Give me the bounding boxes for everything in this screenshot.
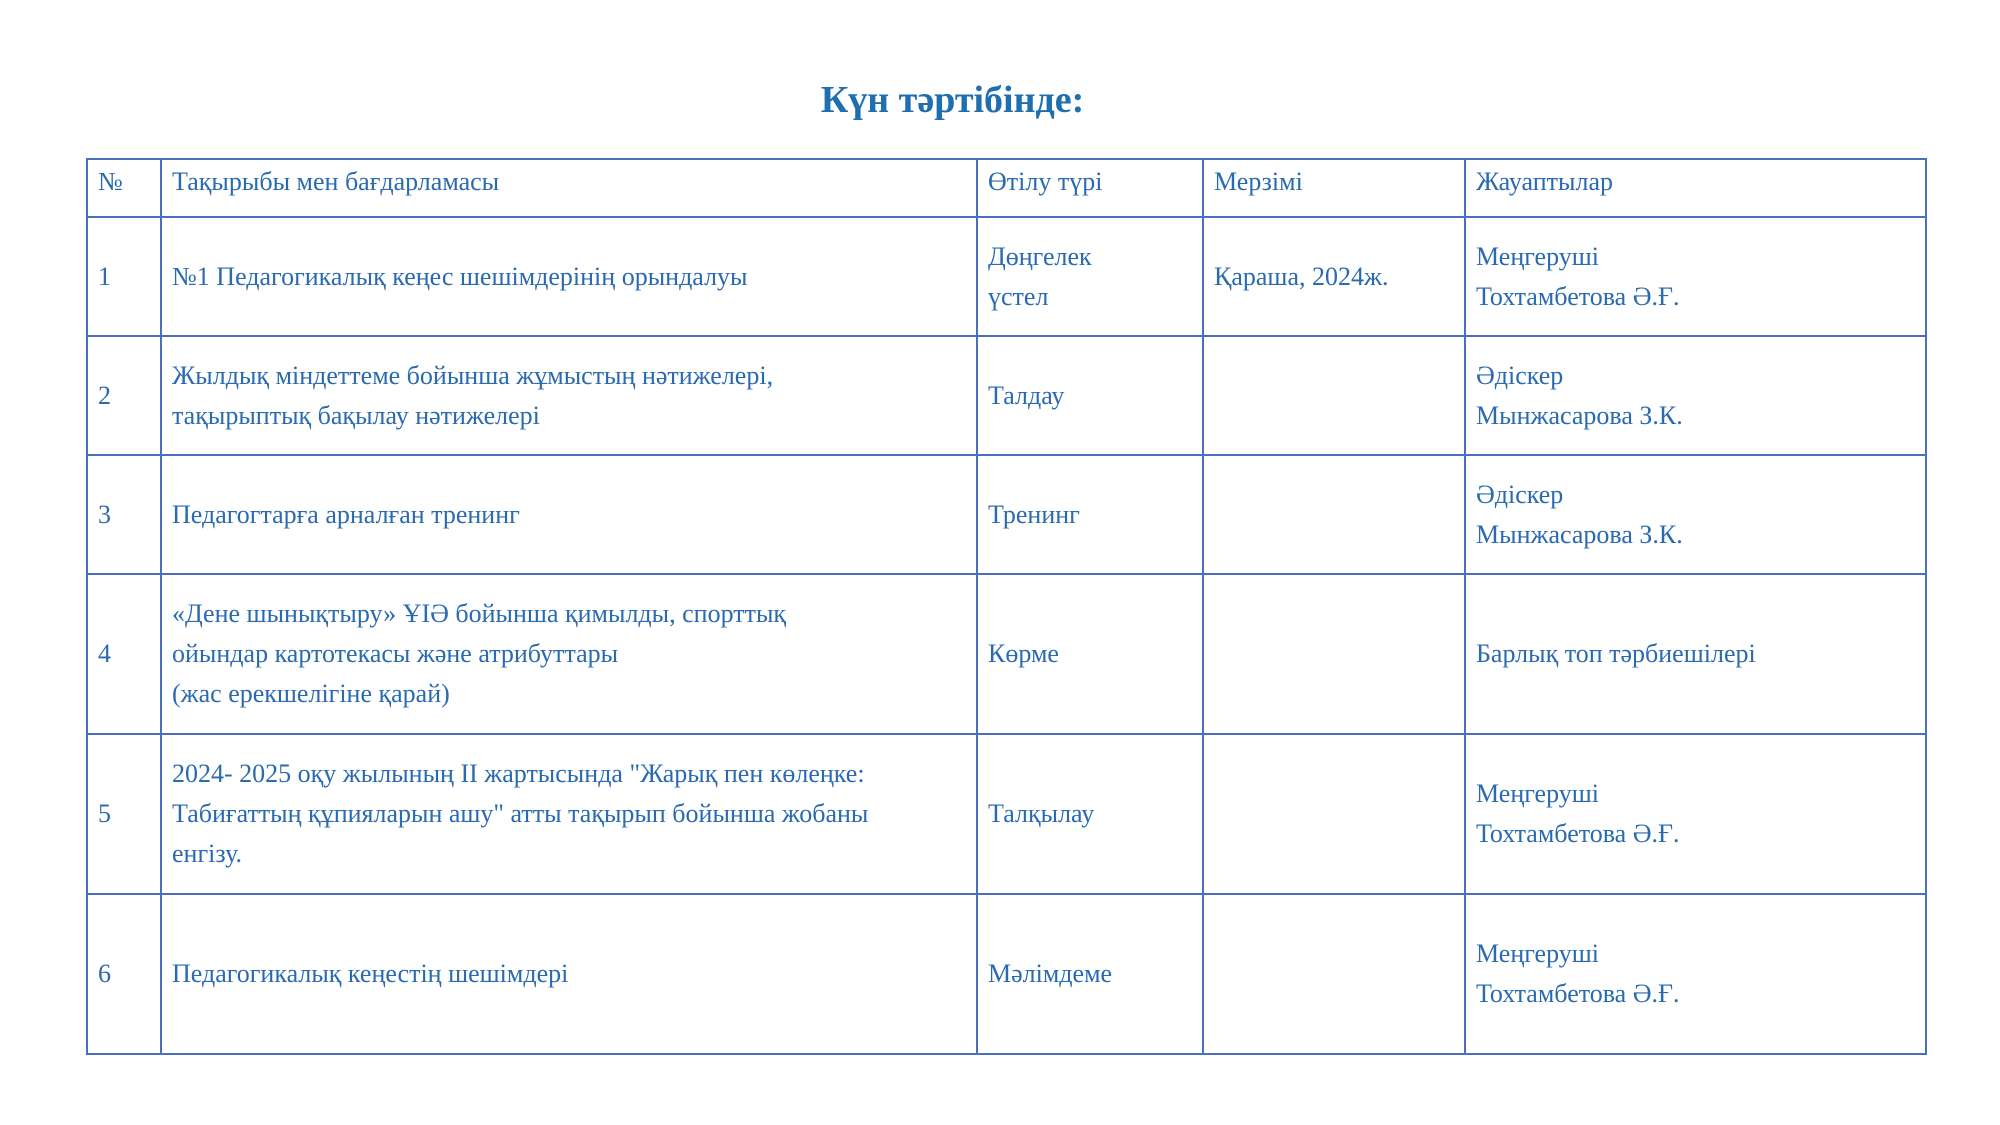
row-form: Мәлімдеме xyxy=(977,894,1203,1054)
row-num: 4 xyxy=(87,574,161,734)
row-num: 3 xyxy=(87,455,161,574)
row-topic: Педагогикалық кеңестің шешімдері xyxy=(161,894,977,1054)
row-form: Дөңгелек үстел xyxy=(977,217,1203,336)
row-num: 1 xyxy=(87,217,161,336)
row-form: Тренинг xyxy=(977,455,1203,574)
row-responsible: Барлық топ тәрбиешілері xyxy=(1465,574,1926,734)
table-row xyxy=(87,217,1926,336)
row-responsible: Әдіскер Мынжасарова З.К. xyxy=(1465,455,1926,574)
header-date: Мерзімі xyxy=(1203,159,1465,217)
table-row xyxy=(87,455,1926,574)
row-form: Талқылау xyxy=(977,734,1203,894)
row-date: Қараша, 2024ж. xyxy=(1203,217,1465,336)
page-title: Күн тәртібінде: xyxy=(820,79,1085,121)
table-row xyxy=(87,574,1926,734)
row-responsible: Әдіскер Мынжасарова З.К. xyxy=(1465,336,1926,455)
row-num: 2 xyxy=(87,336,161,455)
row-responsible: Меңгеруші Тохтамбетова Ә.Ғ. xyxy=(1465,734,1926,894)
table-row xyxy=(87,894,1926,1054)
row-responsible: Меңгеруші Тохтамбетова Ә.Ғ. xyxy=(1465,894,1926,1054)
row-date xyxy=(1203,734,1465,894)
row-form: Көрме xyxy=(977,574,1203,734)
row-topic: 2024- 2025 оқу жылының ІІ жартысында "Жарық пен көлеңке: Табиғаттың құпияларын ашу" атты тақырып бойынша жобаны енгізу. xyxy=(161,734,977,894)
row-topic: Жылдық міндеттеме бойынша жұмыстың нәтижелері, тақырыптық бақылау нәтижелері xyxy=(161,336,977,455)
row-date xyxy=(1203,574,1465,734)
row-date xyxy=(1203,336,1465,455)
table-row xyxy=(87,336,1926,455)
header-form: Өтілу түрі xyxy=(977,159,1203,217)
header-num: № xyxy=(87,159,161,217)
header-responsible: Жауаптылар xyxy=(1465,159,1926,217)
row-date xyxy=(1203,455,1465,574)
table-header-row xyxy=(87,159,1926,217)
agenda-table xyxy=(86,158,1927,1055)
row-responsible: Меңгеруші Тохтамбетова Ә.Ғ. xyxy=(1465,217,1926,336)
row-num: 5 xyxy=(87,734,161,894)
header-topic: Тақырыбы мен бағдарламасы xyxy=(161,159,977,217)
row-topic: «Дене шынықтыру» ҰІӘ бойынша қимылды, спорттық ойындар картотекасы және атрибуттары (жас ерекшелігіне қарай) xyxy=(161,574,977,734)
row-topic: Педагогтарға арналған тренинг xyxy=(161,455,977,574)
row-date xyxy=(1203,894,1465,1054)
table-row xyxy=(87,734,1926,894)
row-num: 6 xyxy=(87,894,161,1054)
row-form: Талдау xyxy=(977,336,1203,455)
row-topic: №1 Педагогикалық кеңес шешімдерінің орындалуы xyxy=(161,217,977,336)
